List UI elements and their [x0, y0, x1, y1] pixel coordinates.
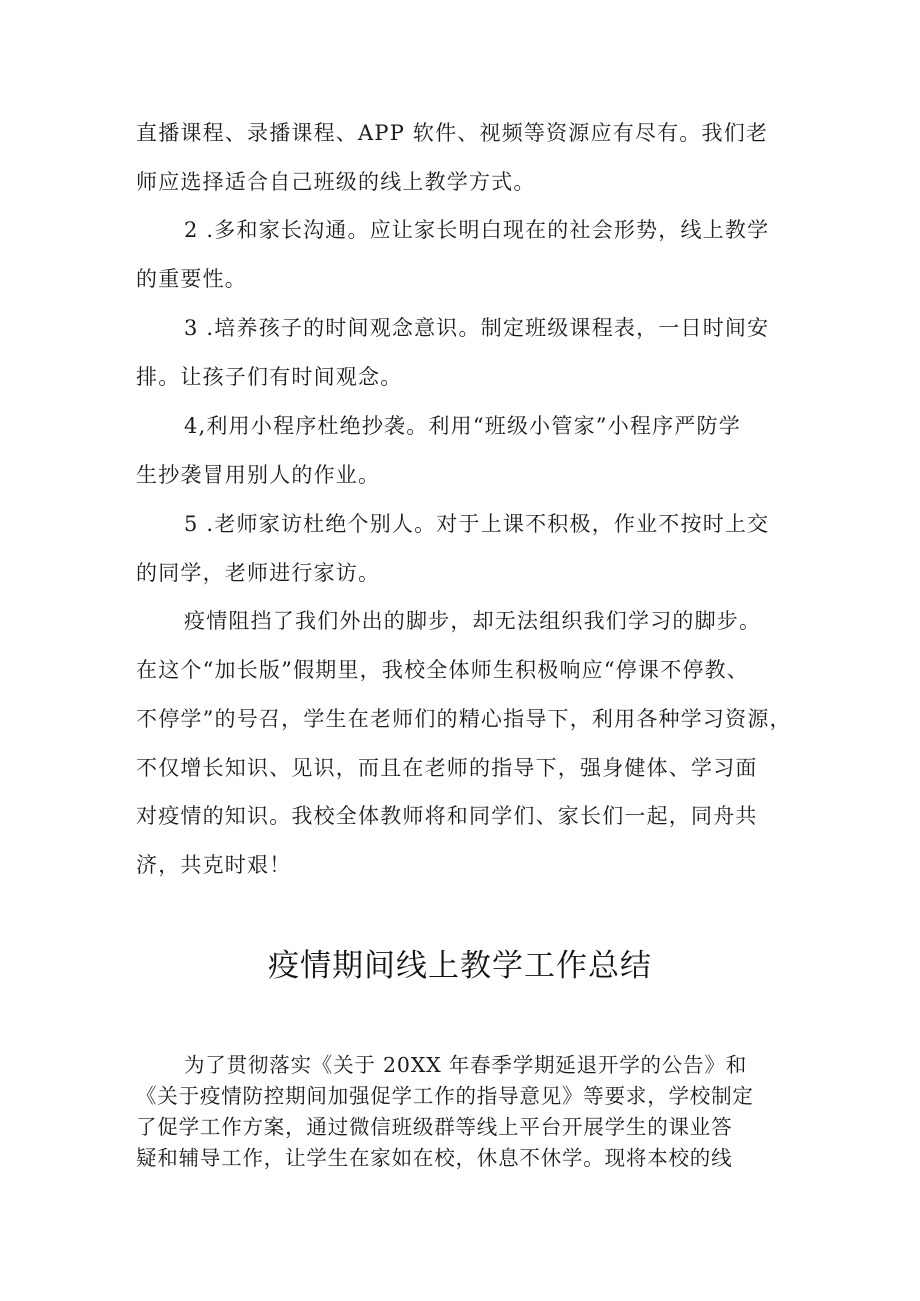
paragraph-line: 5 .老师家访杜绝个别人。对于上课不积极，作业不按时上交	[184, 512, 770, 536]
paragraph-line: 的同学，老师进行家访。	[136, 561, 381, 585]
paragraph-line: 3 .培养孩子的时间观念意识。制定班级课程表，一日时间安	[184, 316, 770, 340]
paragraph-line: 不停学”的号召，学生在老师们的精心指导下，利用各种学习资源，	[136, 707, 792, 731]
paragraph-line: 4,利用小程序杜绝抄袭。利用“班级小管家”小程序严防学	[184, 414, 741, 438]
paragraph-line: 生抄袭冒用别人的作业。	[136, 463, 381, 487]
paragraph-line: 疫情阻挡了我们外出的脚步，却无法组织我们学习的脚步。	[184, 609, 762, 633]
paragraph-line: 了促学工作方案，通过微信班级群等线上平台开展学生的课业答	[136, 1115, 733, 1139]
paragraph-line: 济，共克时艰！	[136, 853, 292, 877]
paragraph-line: 师应选择适合自己班级的线上教学方式。	[136, 170, 536, 194]
paragraph-line: 对疫情的知识。我校全体教师将和同学们、家长们一起，同舟共	[136, 804, 758, 828]
paragraph-line: 排。让孩子们有时间观念。	[136, 365, 403, 389]
paragraph-line: 疑和辅导工作，让学生在家如在校，休息不休学。现将本校的线	[136, 1146, 733, 1170]
paragraph-line: 不仅增长知识、见识，而且在老师的指导下，强身健体、学习面	[136, 756, 758, 780]
paragraph-line: 为了贯彻落实《关于 20XX 年春季学期延退开学的公告》和	[184, 1053, 748, 1077]
paragraph-line: 的重要性。	[136, 267, 247, 291]
document-title: 疫情期间线上教学工作总结	[268, 948, 652, 984]
paragraph-line: 在这个“加长版”假期里，我校全体师生积极响应“停课不停教、	[136, 658, 750, 682]
paragraph-line: 《关于疫情防控期间加强促学工作的指导意见》等要求，学校制定	[136, 1084, 754, 1108]
paragraph-line: 2 .多和家长沟通。应让家长明白现在的社会形势，线上教学	[184, 218, 770, 242]
paragraph-line: 直播课程、录播课程、APP 软件、视频等资源应有尽有。我们老	[136, 121, 769, 145]
